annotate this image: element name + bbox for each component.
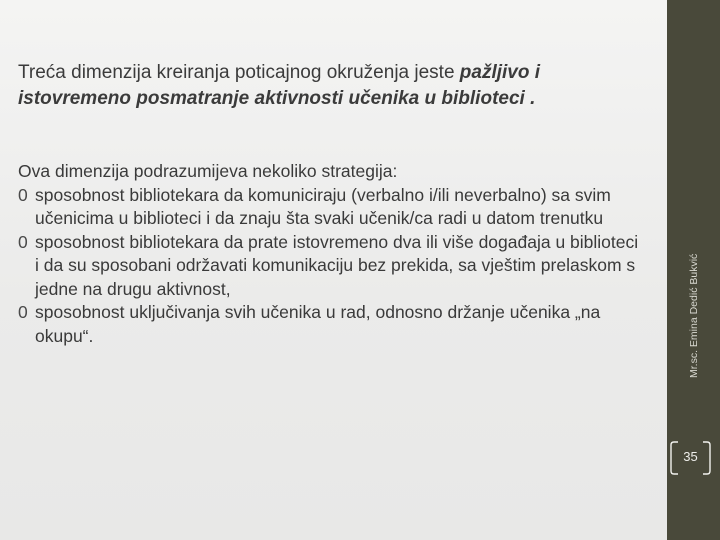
page-number-badge <box>669 441 712 475</box>
intro-text: Ova dimenzija podrazumijeva nekoliko strategija: <box>18 161 398 181</box>
list-item <box>18 184 643 231</box>
title-emphasis-text: pažljivo i istovremeno posmatranje aktivnosti učenika u biblioteci . <box>18 62 541 109</box>
list-item <box>18 301 643 348</box>
bullet-marker: 0 <box>18 302 28 322</box>
list-item-text: sposobnost bibliotekara da komuniciraju (verbalno i/ili neverbalno) sa svim učenicima u biblioteci i da znaju šta svaki učenik/ca radi u datom trenutku <box>35 184 611 228</box>
title-plain-text: Treća dimenzija kreiranja poticajnog okruženja jeste <box>18 62 460 83</box>
slide-title <box>18 60 648 112</box>
list-item-text: sposobnost bibliotekara da prate istovremeno dva ili više događaja u biblioteci i da su sposobani održavati komunikaciju bez prekida, sa vještim prelaskom s jedne na drugu aktivnost, <box>35 231 639 299</box>
bullet-marker: 0 <box>18 184 28 205</box>
bullet-marker: 0 <box>18 231 28 252</box>
list-item-text: sposobnost uključivanja svih učenika u rad, odnosno držanje učenika „na okupu“. <box>35 302 601 346</box>
slide-body <box>18 160 643 348</box>
strategy-list <box>18 184 643 349</box>
page-number: 35 <box>683 449 698 464</box>
list-item <box>18 231 643 302</box>
author-credit: Mr.sc. Emina Dedić Bukvić <box>688 253 700 378</box>
